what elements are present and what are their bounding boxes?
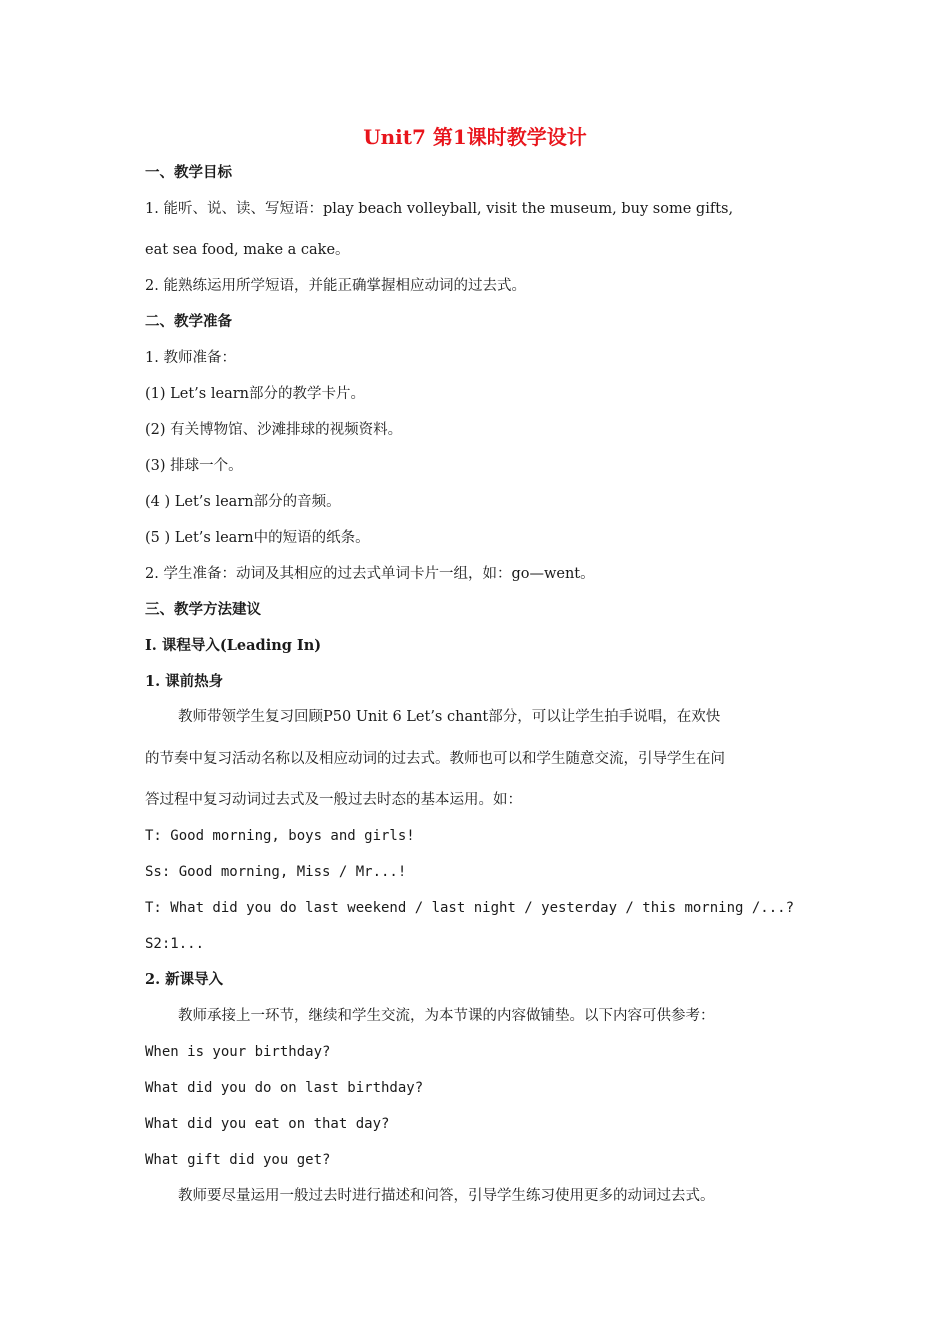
question-1: When is your birthday? <box>145 1044 331 1060</box>
prep-item-5: (5 ) Let’s learn中的短语的纸条。 <box>145 530 370 546</box>
section-heading-preparation: 二、教学准备 <box>145 313 232 330</box>
warmup-paragraph-line-3: 答过程中复习动词过去式及一般过去时态的基本运用。如： <box>145 792 522 808</box>
prep-item-4: (4 ) Let’s learn部分的音频。 <box>145 494 341 510</box>
goal-1-line-1: 1. 能听、说、读、写短语：play beach volleyball, visit the museum, buy some gifts, <box>145 201 734 217</box>
dialog-line-1: T: Good morning, boys and girls! <box>145 828 415 844</box>
goal-2: 2. 能熟练运用所学短语，并能正确掌握相应动词的过去式。 <box>145 278 526 294</box>
section-heading-goals: 一、教学目标 <box>145 164 232 181</box>
subsection-heading-warmup: 1. 课前热身 <box>145 673 224 690</box>
question-4: What gift did you get? <box>145 1152 331 1168</box>
question-2: What did you do on last birthday? <box>145 1080 424 1096</box>
prep-item-1: (1) Let’s learn部分的教学卡片。 <box>145 386 365 402</box>
dialog-line-2: Ss: Good morning, Miss / Mr...! <box>145 864 407 880</box>
warmup-paragraph-line-1: 教师带领学生复习回顾P50 Unit 6 Let’s chant部分，可以让学生拍手说唱，在欢快 <box>178 709 721 725</box>
dialog-line-4: S2:1... <box>145 936 205 952</box>
prep-item-2: (2) 有关博物馆、沙滩排球的视频资料。 <box>145 422 403 438</box>
subsection-heading-new-lesson: 2. 新课导入 <box>145 971 224 988</box>
section-heading-methods: 三、教学方法建议 <box>145 601 261 618</box>
new-lesson-paragraph: 教师承接上一环节，继续和学生交流，为本节课的内容做铺垫。以下内容可供参考： <box>178 1008 715 1024</box>
closing-paragraph: 教师要尽量运用一般过去时进行描述和问答，引导学生练习使用更多的动词过去式。 <box>178 1188 715 1204</box>
page-title: Unit7 第1课时教学设计 <box>363 125 587 149</box>
warmup-paragraph-line-2: 的节奏中复习活动名称以及相应动词的过去式。教师也可以和学生随意交流，引导学生在问 <box>145 751 725 767</box>
dialog-line-3: T: What did you do last weekend / last night / yesterday / this morning /...? <box>145 900 795 916</box>
goal-1-line-2: eat sea food, make a cake。 <box>145 242 350 258</box>
subsection-heading-leading-in: I. 课程导入(Leading In) <box>145 637 322 654</box>
prep-item-3: (3) 排球一个。 <box>145 458 243 474</box>
prep-student: 2. 学生准备：动词及其相应的过去式单词卡片一组，如：go—went。 <box>145 566 595 582</box>
prep-teacher: 1. 教师准备： <box>145 350 236 366</box>
question-3: What did you eat on that day? <box>145 1116 390 1132</box>
